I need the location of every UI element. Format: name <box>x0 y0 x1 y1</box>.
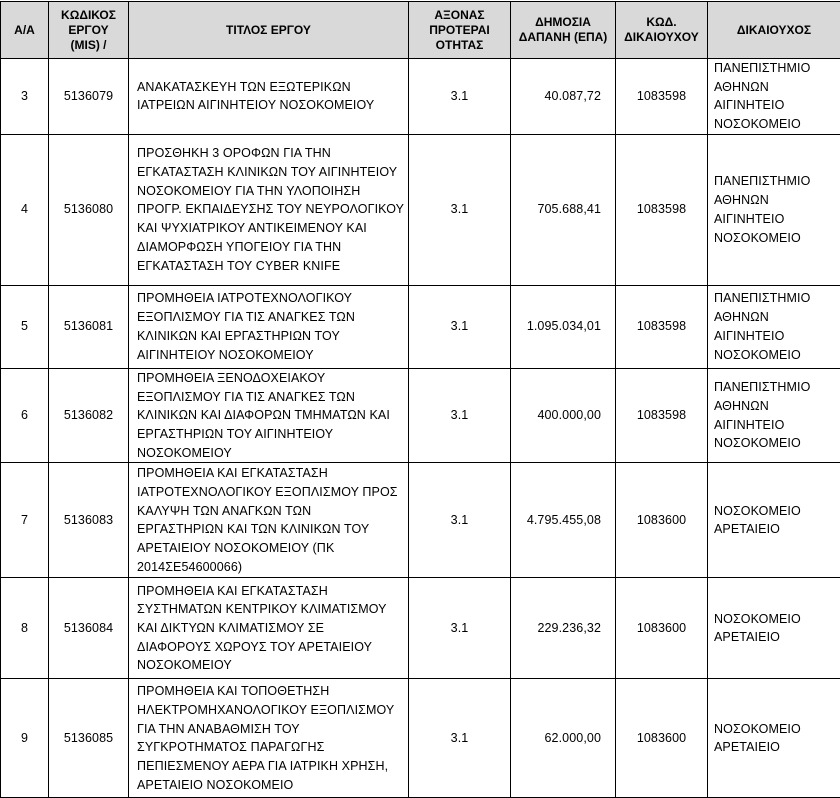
table-row <box>1 59 840 135</box>
cell-beneficiary: ΝΟΣΟΚΟΜΕΙΟ ΑΡΕΤΑΙΕΙΟ <box>708 578 840 679</box>
cell-code: 5136085 <box>49 679 129 798</box>
cell-expense: 1.095.034,01 <box>511 285 616 368</box>
cell-expense: 705.688,41 <box>511 134 616 285</box>
cell-title: ΠΡΟΜΗΘΕΙΑ ΞΕΝΟΔΟΧΕΙΑΚΟΥ ΕΞΟΠΛΙΣΜΟΥ ΓΙΑ ΤΙΣ ΑΝΑΓΚΕΣ ΤΩΝ ΚΛΙΝΙΚΩΝ ΚΑΙ ΔΙΑΦΟΡΩΝ ΤΜΗΜΑΤΩΝ ΚΑΙ ΕΡΓΑΣΤΗΡΙΩΝ ΤΟΥ ΑΙΓΙΝΗΤΕΙΟΥ ΝΟΣΟΚΟΜΕΙΟΥ <box>129 368 409 463</box>
projects-table <box>0 1 840 798</box>
cell-axis: 3.1 <box>409 463 511 578</box>
cell-code: 5136082 <box>49 368 129 463</box>
cell-expense: 400.000,00 <box>511 368 616 463</box>
header-aa: Α/Α <box>1 2 49 59</box>
cell-axis: 3.1 <box>409 134 511 285</box>
cell-beneficiary-code: 1083598 <box>616 285 708 368</box>
header-title: ΤΙΤΛΟΣ ΕΡΓΟΥ <box>129 2 409 59</box>
header-beneficiary-code: ΚΩΔ. ΔΙΚΑΙΟΥΧΟΥ <box>616 2 708 59</box>
cell-beneficiary: ΝΟΣΟΚΟΜΕΙΟ ΑΡΕΤΑΙΕΙΟ <box>708 463 840 578</box>
header-code: ΚΩΔΙΚΟΣ ΕΡΓΟΥ (MIS) / <box>49 2 129 59</box>
cell-title: ΠΡΟΜΗΘΕΙΑ ΙΑΤΡΟΤΕΧΝΟΛΟΓΙΚΟΥ ΕΞΟΠΛΙΣΜΟΥ ΓΙΑ ΤΙΣ ΑΝΑΓΚΕΣ ΤΩΝ ΚΛΙΝΙΚΩΝ ΚΑΙ ΕΡΓΑΣΤΗΡΙΩΝ ΤΟΥ ΑΙΓΙΝΗΤΕΙΟΥ ΝΟΣΟΚΟΜΕΙΟΥ <box>129 285 409 368</box>
cell-code: 5136080 <box>49 134 129 285</box>
header-beneficiary: ΔΙΚΑΙΟΥΧΟΣ <box>708 2 840 59</box>
table-row <box>1 578 840 679</box>
cell-aa: 3 <box>1 59 49 135</box>
cell-aa: 9 <box>1 679 49 798</box>
cell-aa: 5 <box>1 285 49 368</box>
cell-title: ΠΡΟΜΗΘΕΙΑ ΚΑΙ ΕΓΚΑΤΑΣΤΑΣΗ ΣΥΣΤΗΜΑΤΩΝ ΚΕΝΤΡΙΚΟΥ ΚΛΙΜΑΤΙΣΜΟΥ ΚΑΙ ΔΙΚΤΥΩΝ ΚΛΙΜΑΤΙΣΜΟΥ ΣΕ ΔΙΑΦΟΡΟΥΣ ΧΩΡΟΥΣ ΤΟΥ ΑΡΕΤΑΙΕΙΟΥ ΝΟΣΟΚΟΜΕΙΟΥ <box>129 578 409 679</box>
table-row <box>1 679 840 798</box>
cell-aa: 7 <box>1 463 49 578</box>
cell-beneficiary-code: 1083598 <box>616 368 708 463</box>
cell-beneficiary-code: 1083598 <box>616 59 708 135</box>
cell-aa: 4 <box>1 134 49 285</box>
cell-beneficiary-code: 1083598 <box>616 134 708 285</box>
cell-title: ΠΡΟΜΗΘΕΙΑ ΚΑΙ ΕΓΚΑΤΑΣΤΑΣΗ ΙΑΤΡΟΤΕΧΝΟΛΟΓΙΚΟΥ ΕΞΟΠΛΙΣΜΟΥ ΠΡΟΣ ΚΑΛΥΨΗ ΤΩΝ ΑΝΑΓΚΩΝ ΤΩΝ ΕΡΓΑΣΤΗΡΙΩΝ ΚΑΙ ΤΩΝ ΚΛΙΝΙΚΩΝ ΤΟΥ ΑΡΕΤΑΙΕΙΟΥ ΝΟΣΟΚΟΜΕΙΟΥ (ΠΚ 2014ΣΕ54600066) <box>129 463 409 578</box>
cell-beneficiary-code: 1083600 <box>616 463 708 578</box>
cell-beneficiary-code: 1083600 <box>616 578 708 679</box>
cell-beneficiary: ΠΑΝΕΠΙΣΤΗΜΙΟ ΑΘΗΝΩΝ ΑΙΓΙΝΗΤΕΙΟ ΝΟΣΟΚΟΜΕΙΟ <box>708 59 840 135</box>
cell-axis: 3.1 <box>409 59 511 135</box>
cell-axis: 3.1 <box>409 578 511 679</box>
header-expense: ΔΗΜΟΣΙΑ ΔΑΠΑΝΗ (ΕΠΑ) <box>511 2 616 59</box>
table-row <box>1 285 840 368</box>
cell-beneficiary: ΝΟΣΟΚΟΜΕΙΟ ΑΡΕΤΑΙΕΙΟ <box>708 679 840 798</box>
cell-expense: 229.236,32 <box>511 578 616 679</box>
cell-code: 5136083 <box>49 463 129 578</box>
cell-axis: 3.1 <box>409 285 511 368</box>
cell-aa: 6 <box>1 368 49 463</box>
cell-expense: 4.795.455,08 <box>511 463 616 578</box>
cell-expense: 40.087,72 <box>511 59 616 135</box>
header-axis: ΑΞΟΝΑΣ ΠΡΟΤΕΡΑΙ ΟΤΗΤΑΣ <box>409 2 511 59</box>
table-row <box>1 463 840 578</box>
cell-beneficiary: ΠΑΝΕΠΙΣΤΗΜΙΟ ΑΘΗΝΩΝ ΑΙΓΙΝΗΤΕΙΟ ΝΟΣΟΚΟΜΕΙΟ <box>708 134 840 285</box>
cell-expense: 62.000,00 <box>511 679 616 798</box>
cell-axis: 3.1 <box>409 679 511 798</box>
cell-beneficiary-code: 1083600 <box>616 679 708 798</box>
table-row <box>1 134 840 285</box>
cell-axis: 3.1 <box>409 368 511 463</box>
cell-code: 5136079 <box>49 59 129 135</box>
cell-aa: 8 <box>1 578 49 679</box>
cell-title: ΑΝΑΚΑΤΑΣΚΕΥΗ ΤΩΝ ΕΞΩΤΕΡΙΚΩΝ ΙΑΤΡΕΙΩΝ ΑΙΓΙΝΗΤΕΙΟΥ ΝΟΣΟΚΟΜΕΙΟΥ <box>129 59 409 135</box>
table-row <box>1 368 840 463</box>
header-row <box>1 2 840 59</box>
cell-title: ΠΡΟΜΗΘΕΙΑ ΚΑΙ ΤΟΠΟΘΕΤΗΣΗ ΗΛΕΚΤΡΟΜΗΧΑΝΟΛΟΓΙΚΟΥ ΕΞΟΠΛΙΣΜΟΥ ΓΙΑ ΤΗΝ ΑΝΑΒΑΘΜΙΣΗ ΤΟΥ ΣΥΓΚΡΟΤΗΜΑΤΟΣ ΠΑΡΑΓΩΓΗΣ ΠΕΠΙΕΣΜΕΝΟΥ ΑΕΡΑ ΓΙΑ ΙΑΤΡΙΚΗ ΧΡΗΣΗ, ΑΡΕΤΑΙΕΙΟ ΝΟΣΟΚΟΜΕΙΟ <box>129 679 409 798</box>
cell-title: ΠΡΟΣΘΗΚΗ 3 ΟΡΟΦΩΝ ΓΙΑ ΤΗΝ ΕΓΚΑΤΑΣΤΑΣΗ ΚΛΙΝΙΚΩΝ ΤΟΥ ΑΙΓΙΝΗΤΕΙΟΥ ΝΟΣΟΚΟΜΕΙΟΥ ΓΙΑ ΤΗΝ ΥΛΟΠΟΙΗΣΗ ΠΡΟΓΡ. ΕΚΠΑΙΔΕΥΣΗΣ ΤΟΥ ΝΕΥΡΟΛΟΓΙΚΟΥ ΚΑΙ ΨΥΧΙΑΤΡΙΚΟΥ ΑΝΤΙΚΕΙΜΕΝΟΥ ΚΑΙ ΔΙΑΜΟΡΦΩΣΗ ΥΠΟΓΕΙΟΥ ΓΙΑ ΤΗΝ ΕΓΚΑΤΑΣΤΑΣΗ ΤΟΥ CYBER KNIFE <box>129 134 409 285</box>
cell-beneficiary: ΠΑΝΕΠΙΣΤΗΜΙΟ ΑΘΗΝΩΝ ΑΙΓΙΝΗΤΕΙΟ ΝΟΣΟΚΟΜΕΙΟ <box>708 368 840 463</box>
cell-beneficiary: ΠΑΝΕΠΙΣΤΗΜΙΟ ΑΘΗΝΩΝ ΑΙΓΙΝΗΤΕΙΟ ΝΟΣΟΚΟΜΕΙΟ <box>708 285 840 368</box>
cell-code: 5136084 <box>49 578 129 679</box>
cell-code: 5136081 <box>49 285 129 368</box>
